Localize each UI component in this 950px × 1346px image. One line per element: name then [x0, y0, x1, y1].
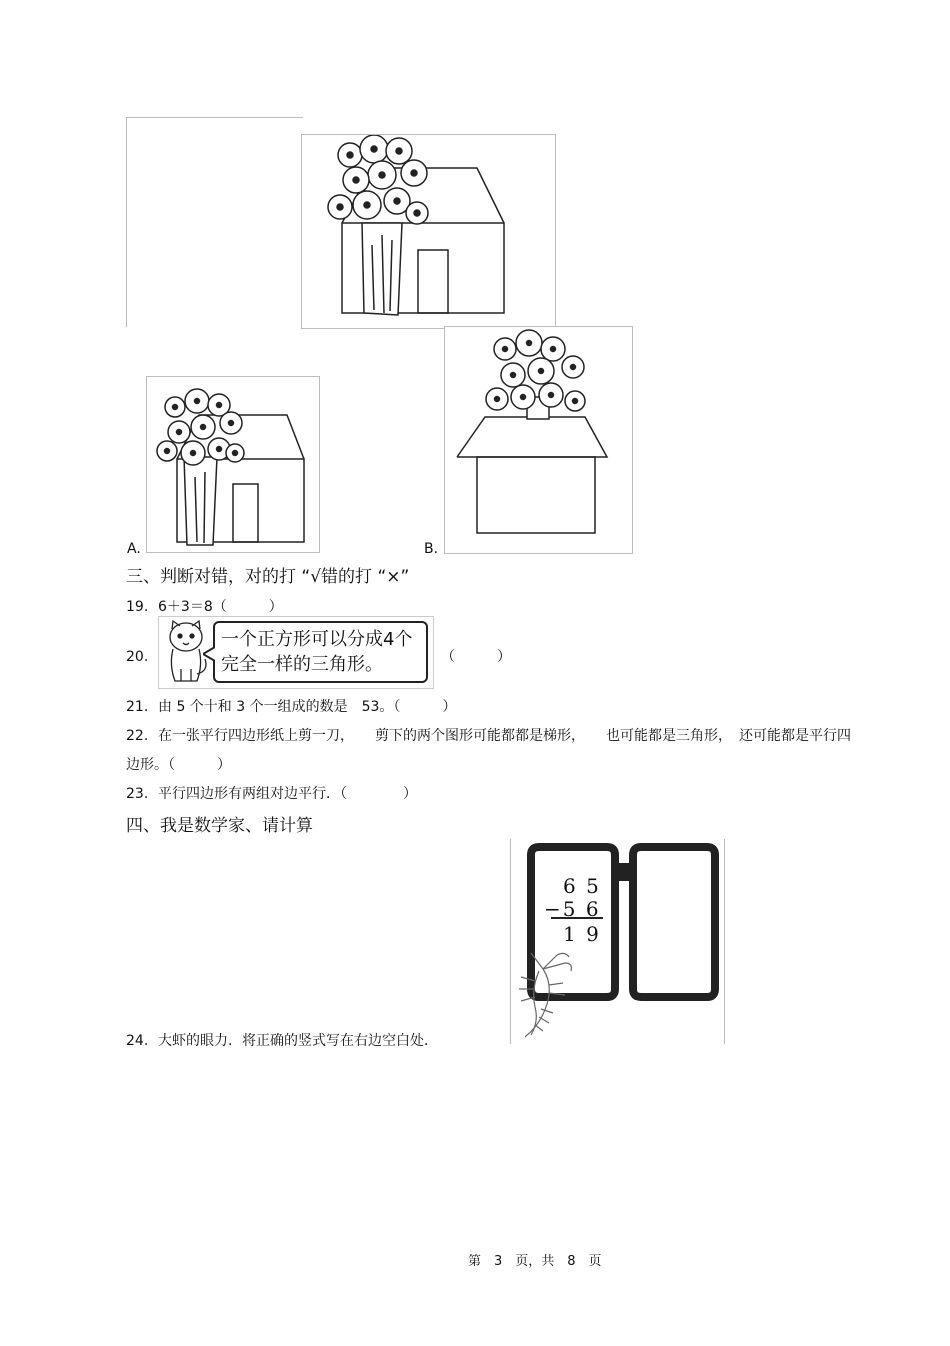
question-20-picture — [158, 616, 434, 689]
question-23-number: 23. — [126, 786, 149, 802]
tree-behind-house-illustration — [445, 327, 632, 553]
section-3-heading: 三、判断对错，对的打 “√错的打 “×” — [126, 567, 410, 587]
question-20-number: 20. — [126, 649, 149, 665]
question-22-line-1: 在一张平行四边形纸上剪一刀， 剪下的两个图形可能都都是梯形， 也可能都是三角形， 还可能都是平行四 — [158, 728, 851, 744]
subtraction-row-3: 1 9 — [563, 922, 601, 946]
tree-icon — [486, 330, 585, 419]
option-b-picture[interactable] — [444, 326, 633, 554]
subtraction-row-2: −5 6 — [544, 897, 601, 921]
question-19-number: 19. — [126, 599, 149, 615]
question-22-line-2: 边形。（ ） — [126, 757, 231, 773]
tree-icon — [328, 135, 428, 315]
option-b-label: B. — [424, 541, 439, 557]
subtraction-row-1: 6 5 — [563, 874, 601, 898]
tree-house-illustration-a — [147, 377, 319, 552]
glasses-picture — [510, 839, 725, 1044]
question-24-text: 大虾的眼力．将正确的竖式写在右边空白处． — [158, 1033, 438, 1049]
page-footer: 第 3 页，共 8 页 — [468, 1254, 602, 1269]
speech-bubble-line-1: 一个正方形可以分成4个 — [221, 629, 413, 650]
question-20-answer-blank[interactable]: （ ） — [441, 649, 511, 665]
question-21-number: 21. — [126, 699, 149, 715]
option-a-picture[interactable] — [146, 376, 320, 553]
speech-bubble — [213, 621, 428, 683]
blank-picture-frame — [126, 117, 303, 327]
tree-icon — [157, 389, 244, 545]
question-23-text: 平行四边形有两组对边平行．（ ） — [158, 786, 417, 802]
section-4-heading: 四、我是数学家、请计算 — [126, 816, 313, 836]
house-icon — [457, 417, 607, 533]
question-19-text: 6＋3＝8（ ） — [158, 599, 283, 615]
reference-picture — [301, 134, 556, 329]
speech-bubble-tail — [203, 647, 215, 661]
question-22-number: 22. — [126, 728, 149, 744]
shrimp-icon — [513, 949, 575, 1041]
option-a-label: A. — [127, 541, 141, 557]
question-24-number: 24. — [126, 1033, 149, 1049]
speech-bubble-line-2: 完全一样的三角形。 — [221, 654, 383, 675]
tree-house-illustration — [302, 135, 555, 328]
question-21-text: 由 5 个十和 3 个一组成的数是 53。（ ） — [158, 699, 457, 715]
